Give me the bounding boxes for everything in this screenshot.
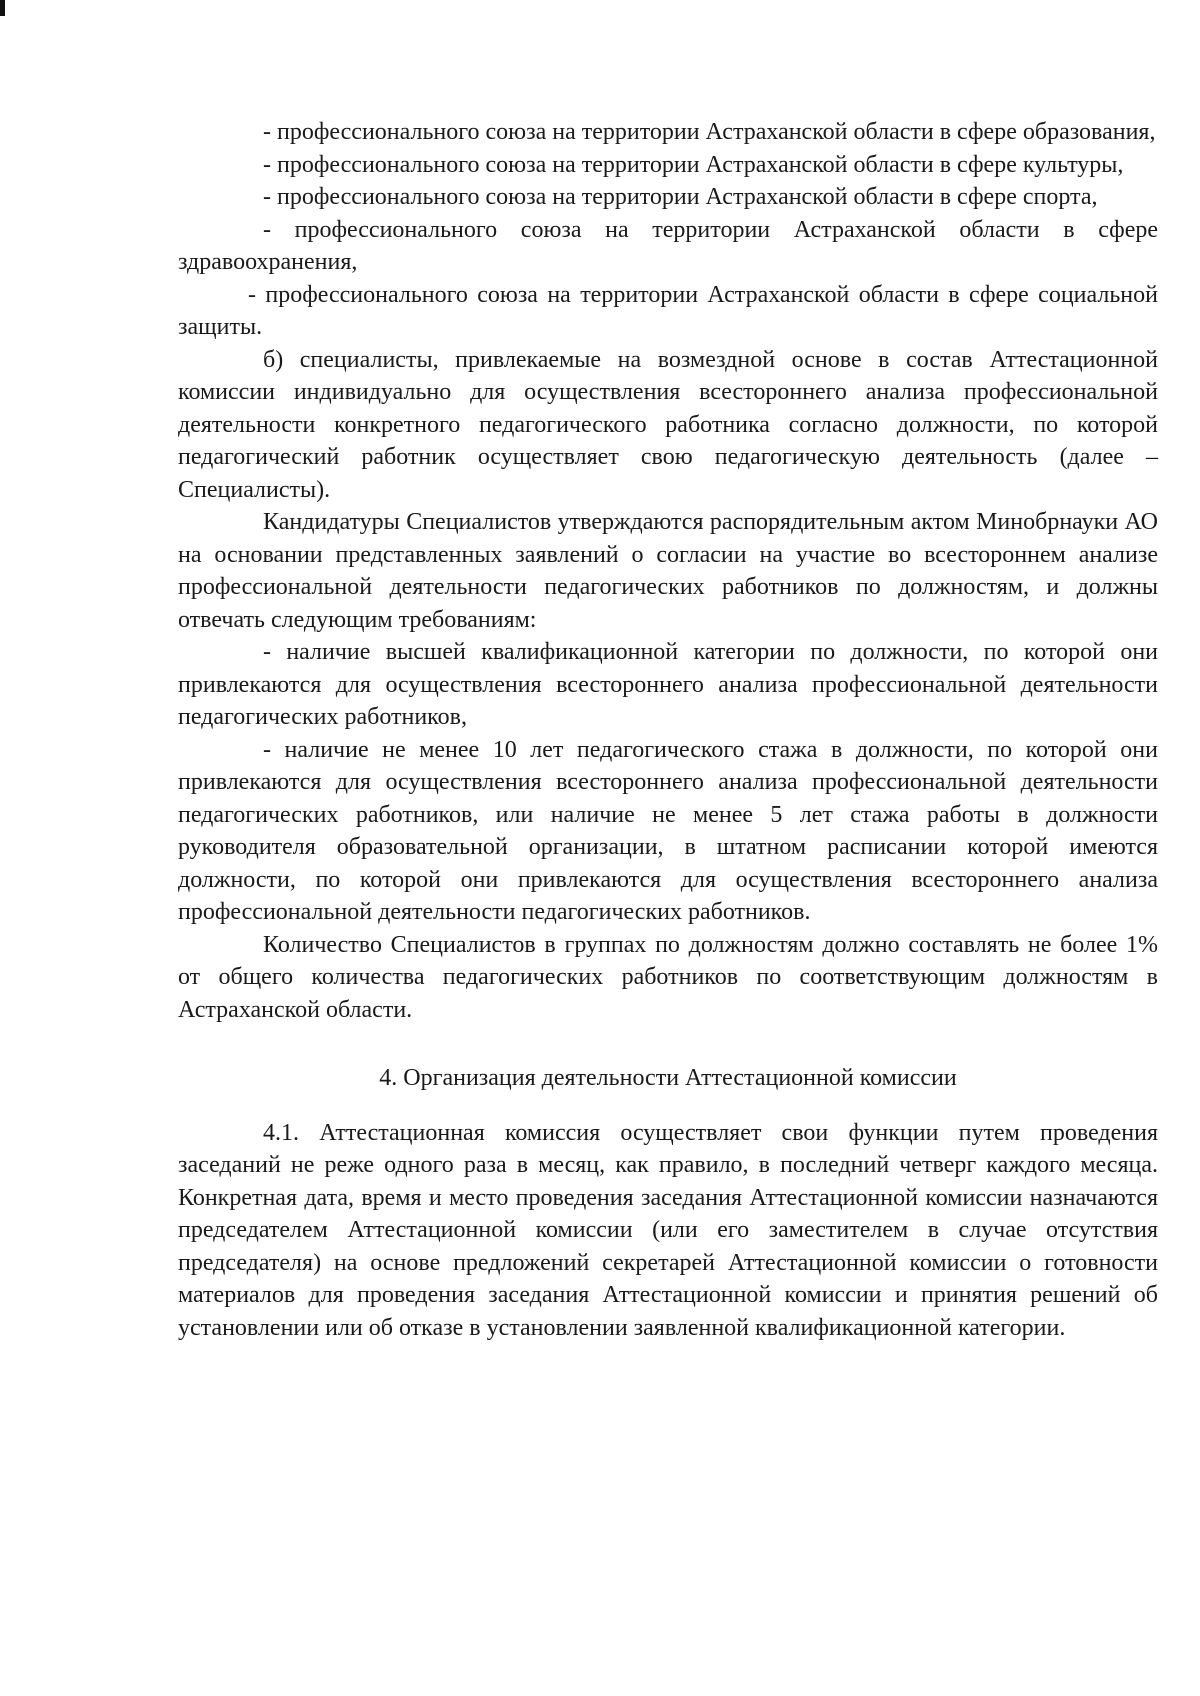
candidates-paragraph: Кандидатуры Специалистов утверждаются распорядительным актом Минобрнауки АО на основании представленных заявлений о согласии на участие во всестороннем анализе профессиональной деятельности педагогических работников по должностям, и должны отвечать следующим требованиям: (178, 509, 1158, 633)
requirement-category-item: - наличие высшей квалификационной категории по должности, по которой они привлекаются для осуществления всестороннего анализа профессиональной деятельности педагогических работников, (178, 639, 1158, 730)
union-education-item: - профессионального союза на территории Астраханской области в сфере образования, (263, 119, 1156, 145)
document-body (178, 116, 1158, 1344)
union-culture-item: - профессионального союза на территории Астраханской области в сфере культуры, (263, 151, 1124, 178)
union-social-item: - профессионального союза на территории Астраханской области в сфере социальной защиты. (178, 281, 1158, 340)
union-health-item: - профессионального союза на территории Астраханской области в сфере здравоохранения, (178, 216, 1158, 275)
requirement-experience-item: - наличие не менее 10 лет педагогического стажа в должности, по которой они привлекаются для осуществления всестороннего анализа профессиональной деятельности педагогических работников, или наличие не менее 5 лет стажа работы в должности руководителя образовательной организации, в штатном расписании которой имеются должности, по которой они привлекаются для осуществления всестороннего анализа профессиональной деятельности педагогических работников. (178, 736, 1158, 925)
specialists-count-paragraph: Количество Специалистов в группах по должностям должно составлять не более 1% от общего количества педагогических работников по соответствующим должностям в Астраханской области. (178, 931, 1158, 1023)
section-heading: 4. Организация деятельности Аттестационной комиссии (379, 1065, 957, 1091)
union-sport-item: - профессионального союза на территории Астраханской области в сфере спорта, (263, 184, 1098, 210)
clause-4-1-paragraph: 4.1. Аттестационная комиссия осуществляет свои функции путем проведения заседаний не реже одного раза в месяц, как правило, в последний четверг каждого месяца. Конкретная дата, время и место проведения заседания Аттестационной комиссии назначаются председателем Аттестационной комиссии (или его заместителем в случае отсутствия председателя) на основе предложений секретарей Аттестационной комиссии о готовности материалов для проведения заседания Аттестационной комиссии и принятия решений об установлении или об отказе в установлении заявленной квалификационной категории. (178, 1119, 1158, 1341)
specialists-paragraph: б) специалисты, привлекаемые на возмездной основе в состав Аттестационной комиссии индивидуально для осуществления всестороннего анализа профессиональной деятельности конкретного педагогического работника согласно должности, по которой педагогический работник осуществляет свою педагогическую деятельность (далее – Специалисты). (178, 346, 1158, 503)
scan-edge-mark (0, 0, 5, 16)
